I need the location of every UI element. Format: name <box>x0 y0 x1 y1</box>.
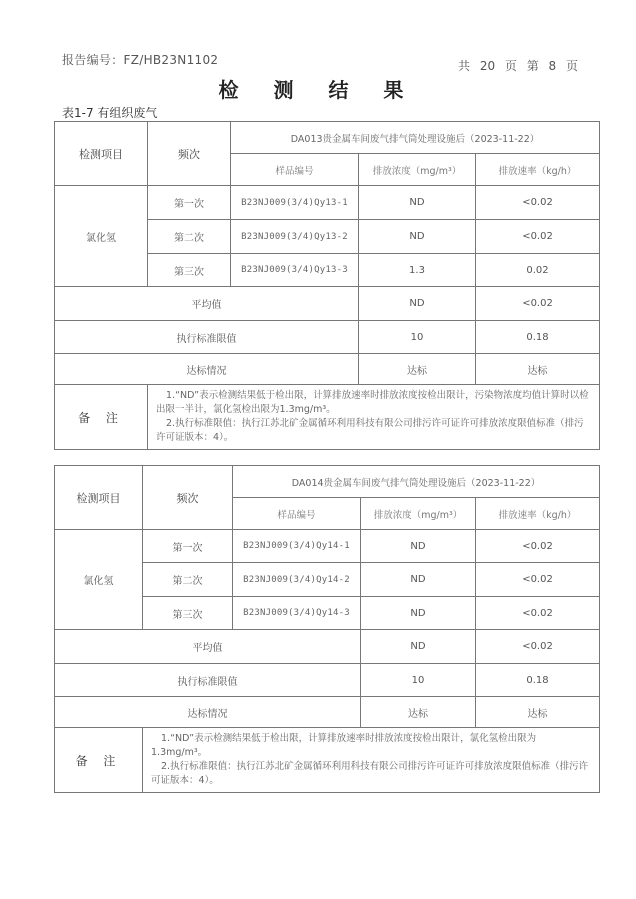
rate-cell: <0.02 <box>476 530 600 563</box>
sample-id-cell: B23NJ009(3/4)Qy14-1 <box>233 530 361 563</box>
header-item: 检测项目 <box>55 122 148 186</box>
frequency-cell: 第二次 <box>148 220 231 254</box>
header-rate: 排放速率（kg/h） <box>476 498 600 530</box>
page-indicator: 共 20 页 第 8 页 <box>458 59 578 73</box>
sample-id-cell: B23NJ009(3/4)Qy13-1 <box>231 186 359 220</box>
compliance-rate: 达标 <box>476 354 600 385</box>
frequency-cell: 第一次 <box>148 186 231 220</box>
rate-cell: 0.02 <box>476 254 600 287</box>
remark-2: 2.执行标准限值：执行江苏北矿金属循环利用科技有限公司排污许可证许可排放浓度限值标准（排污许可证版本：4）。 <box>151 761 589 786</box>
compliance-row <box>55 697 600 728</box>
header-rate: 排放速率（kg/h） <box>476 154 600 186</box>
header-frequency: 频次 <box>148 122 231 186</box>
average-label: 平均值 <box>55 287 359 321</box>
compliance-rate: 达标 <box>476 697 600 728</box>
page-title: 检 测 结 果 <box>218 78 418 102</box>
results-table-da014 <box>54 465 600 793</box>
frequency-cell: 第一次 <box>143 530 233 563</box>
average-rate: <0.02 <box>476 287 600 321</box>
limit-concentration: 10 <box>359 321 476 354</box>
header-concentration: 排放浓度（mg/m³） <box>361 498 476 530</box>
concentration-cell: ND <box>361 563 476 597</box>
concentration-cell: ND <box>361 530 476 563</box>
remarks-text <box>143 728 600 793</box>
compliance-row <box>55 354 600 385</box>
rate-cell: <0.02 <box>476 563 600 597</box>
header-frequency: 频次 <box>143 466 233 530</box>
remark-1: 1.“ND”表示检测结果低于检出限，计算排放速率时排放浓度按检出限计，氯化氢检出限为1.3mg/m³。 <box>151 733 537 758</box>
header-sample-id: 样品编号 <box>231 154 359 186</box>
sample-id-cell: B23NJ009(3/4)Qy14-2 <box>233 563 361 597</box>
concentration-cell: 1.3 <box>359 254 476 287</box>
sample-id-cell: B23NJ009(3/4)Qy13-3 <box>231 254 359 287</box>
rate-cell: <0.02 <box>476 220 600 254</box>
remarks-text <box>148 385 600 450</box>
results-table-da013 <box>54 121 600 450</box>
remarks-row <box>55 728 600 793</box>
average-concentration: ND <box>361 630 476 664</box>
pollutant-name: 氯化氢 <box>55 186 148 287</box>
facility-header: DA014贵金属车间废气排气筒处理设施后（2023-11-22） <box>233 466 600 498</box>
limit-rate: 0.18 <box>476 664 600 697</box>
table-row <box>55 186 600 220</box>
compliance-label: 达标情况 <box>55 354 359 385</box>
limit-label: 执行标准限值 <box>55 321 359 354</box>
frequency-cell: 第二次 <box>143 563 233 597</box>
sample-id-cell: B23NJ009(3/4)Qy13-2 <box>231 220 359 254</box>
concentration-cell: ND <box>359 220 476 254</box>
average-row <box>55 630 600 664</box>
report-number: 报告编号：FZ/HB23N1102 <box>62 53 219 67</box>
concentration-cell: ND <box>361 597 476 630</box>
facility-header: DA013贵金属车间废气排气筒处理设施后（2023-11-22） <box>231 122 600 154</box>
header-sample-id: 样品编号 <box>233 498 361 530</box>
limit-row <box>55 321 600 354</box>
average-row <box>55 287 600 321</box>
limit-rate: 0.18 <box>476 321 600 354</box>
average-concentration: ND <box>359 287 476 321</box>
remark-1: 1.“ND”表示检测结果低于检出限，计算排放速率时排放浓度按检出限计，污染物浓度均值计算时以检出限一半计，氯化氢检出限为1.3mg/m³。 <box>156 390 589 415</box>
remark-2: 2.执行标准限值：执行江苏北矿金属循环利用科技有限公司排污许可证许可排放浓度限值标准（排污许可证版本：4）。 <box>156 418 584 443</box>
average-rate: <0.02 <box>476 630 600 664</box>
compliance-label: 达标情况 <box>55 697 361 728</box>
frequency-cell: 第三次 <box>143 597 233 630</box>
rate-cell: <0.02 <box>476 186 600 220</box>
average-label: 平均值 <box>55 630 361 664</box>
frequency-cell: 第三次 <box>148 254 231 287</box>
table-caption: 表1-7 有组织废气 <box>62 106 158 120</box>
concentration-cell: ND <box>359 186 476 220</box>
rate-cell: <0.02 <box>476 597 600 630</box>
limit-row <box>55 664 600 697</box>
pollutant-name: 氯化氢 <box>55 530 143 630</box>
compliance-concentration: 达标 <box>361 697 476 728</box>
remarks-label: 备 注 <box>55 385 148 450</box>
header-concentration: 排放浓度（mg/m³） <box>359 154 476 186</box>
sample-id-cell: B23NJ009(3/4)Qy14-3 <box>233 597 361 630</box>
remarks-label: 备 注 <box>55 728 143 793</box>
limit-label: 执行标准限值 <box>55 664 361 697</box>
header-item: 检测项目 <box>55 466 143 530</box>
limit-concentration: 10 <box>361 664 476 697</box>
table-row <box>55 530 600 563</box>
remarks-row <box>55 385 600 450</box>
compliance-concentration: 达标 <box>359 354 476 385</box>
